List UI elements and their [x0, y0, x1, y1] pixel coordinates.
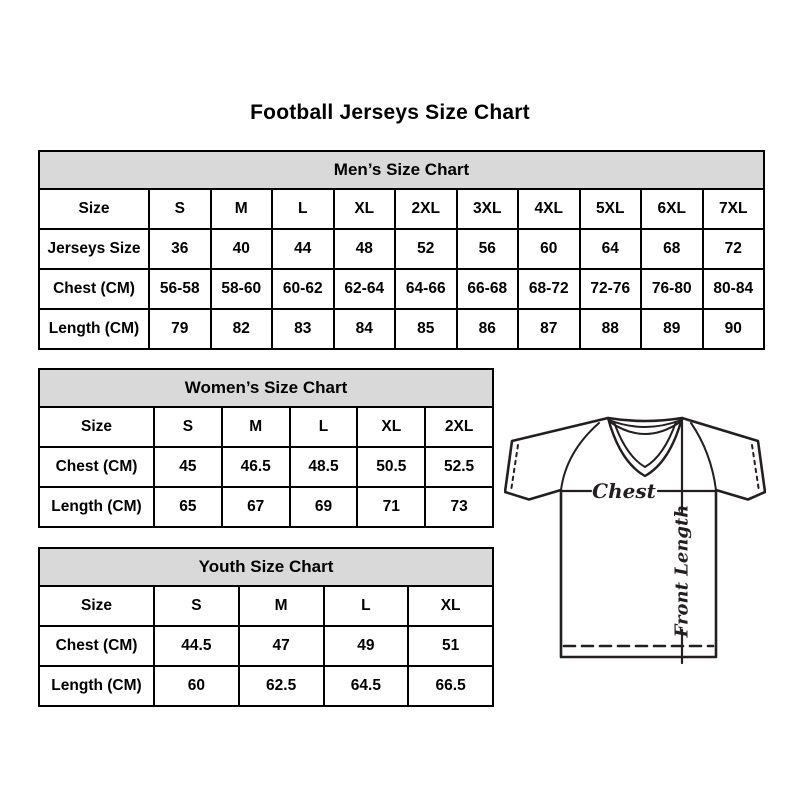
size-value-cell: 44.5 [154, 626, 239, 666]
row-label: Length (CM) [39, 487, 154, 527]
size-value-cell: 72 [703, 229, 765, 269]
size-value-cell: M [222, 407, 290, 447]
size-value-cell: 68 [641, 229, 703, 269]
size-value-cell: 4XL [518, 189, 580, 229]
section-header-row [39, 369, 493, 407]
size-value-cell: 56-58 [149, 269, 211, 309]
size-value-cell: 64 [580, 229, 642, 269]
size-value-cell: 62-64 [334, 269, 396, 309]
size-value-cell: 56 [457, 229, 519, 269]
size-value-cell: 90 [703, 309, 765, 349]
size-value-cell: XL [334, 189, 396, 229]
size-value-cell: 72-76 [580, 269, 642, 309]
size-value-cell: 5XL [580, 189, 642, 229]
size-value-cell: 73 [425, 487, 493, 527]
row-label: Jerseys Size [39, 229, 149, 269]
size-value-cell: 84 [334, 309, 396, 349]
row-label: Length (CM) [39, 666, 154, 706]
size-value-cell: 69 [290, 487, 358, 527]
jersey-outline [505, 418, 765, 657]
size-value-cell: 66.5 [408, 666, 493, 706]
size-value-cell: S [154, 586, 239, 626]
womens-section-title: Women’s Size Chart [39, 369, 493, 407]
size-value-cell: 89 [641, 309, 703, 349]
size-value-cell: 76-80 [641, 269, 703, 309]
table-row [39, 666, 493, 706]
size-value-cell: L [272, 189, 334, 229]
youth-size-table [38, 547, 494, 707]
size-value-cell: 62.5 [239, 666, 324, 706]
size-value-cell: 52 [395, 229, 457, 269]
size-value-cell: 68-72 [518, 269, 580, 309]
size-value-cell: 64.5 [324, 666, 409, 706]
row-label: Chest (CM) [39, 269, 149, 309]
row-label: Size [39, 586, 154, 626]
table-row [39, 407, 493, 447]
size-value-cell: 86 [457, 309, 519, 349]
table-row [39, 189, 764, 229]
size-value-cell: 71 [357, 487, 425, 527]
size-value-cell: 52.5 [425, 447, 493, 487]
size-value-cell: 67 [222, 487, 290, 527]
size-value-cell: XL [357, 407, 425, 447]
table-row [39, 309, 764, 349]
size-value-cell: L [324, 586, 409, 626]
youth-section-title: Youth Size Chart [39, 548, 493, 586]
row-label: Chest (CM) [39, 447, 154, 487]
size-value-cell: 60-62 [272, 269, 334, 309]
size-value-cell: 50.5 [357, 447, 425, 487]
size-value-cell: 66-68 [457, 269, 519, 309]
size-value-cell: 85 [395, 309, 457, 349]
size-value-cell: 80-84 [703, 269, 765, 309]
size-value-cell: 79 [149, 309, 211, 349]
size-value-cell: M [211, 189, 273, 229]
size-value-cell: 2XL [395, 189, 457, 229]
size-value-cell: 60 [154, 666, 239, 706]
size-value-cell: 48 [334, 229, 396, 269]
size-value-cell: 83 [272, 309, 334, 349]
section-header-row [39, 151, 764, 189]
size-value-cell: 64-66 [395, 269, 457, 309]
size-value-cell: S [154, 407, 222, 447]
size-value-cell: 2XL [425, 407, 493, 447]
table-row [39, 586, 493, 626]
table-row [39, 487, 493, 527]
size-value-cell: 60 [518, 229, 580, 269]
size-value-cell: L [290, 407, 358, 447]
jersey-diagram-svg [504, 410, 766, 665]
page-title: Football Jerseys Size Chart [250, 101, 530, 124]
size-value-cell: 65 [154, 487, 222, 527]
size-value-cell: 82 [211, 309, 273, 349]
size-value-cell: 40 [211, 229, 273, 269]
size-value-cell: 49 [324, 626, 409, 666]
size-value-cell: 3XL [457, 189, 519, 229]
size-value-cell: 44 [272, 229, 334, 269]
size-value-cell: 46.5 [222, 447, 290, 487]
row-label: Size [39, 189, 149, 229]
size-value-cell: 47 [239, 626, 324, 666]
size-value-cell: 88 [580, 309, 642, 349]
size-value-cell: 51 [408, 626, 493, 666]
chest-label: Chest [592, 479, 656, 503]
size-value-cell: 6XL [641, 189, 703, 229]
size-value-cell: 87 [518, 309, 580, 349]
size-value-cell: 7XL [703, 189, 765, 229]
jersey-measurement-diagram [504, 410, 766, 665]
size-value-cell: 48.5 [290, 447, 358, 487]
table-row [39, 269, 764, 309]
size-value-cell: S [149, 189, 211, 229]
size-value-cell: M [239, 586, 324, 626]
front-length-label: Front Length [671, 504, 693, 638]
table-row [39, 447, 493, 487]
mens-size-table [38, 150, 765, 350]
size-value-cell: 45 [154, 447, 222, 487]
row-label: Chest (CM) [39, 626, 154, 666]
table-row [39, 626, 493, 666]
row-label: Length (CM) [39, 309, 149, 349]
table-row [39, 229, 764, 269]
row-label: Size [39, 407, 154, 447]
mens-section-title: Men’s Size Chart [39, 151, 764, 189]
size-value-cell: XL [408, 586, 493, 626]
womens-size-table [38, 368, 494, 528]
size-value-cell: 58-60 [211, 269, 273, 309]
size-value-cell: 36 [149, 229, 211, 269]
section-header-row [39, 548, 493, 586]
